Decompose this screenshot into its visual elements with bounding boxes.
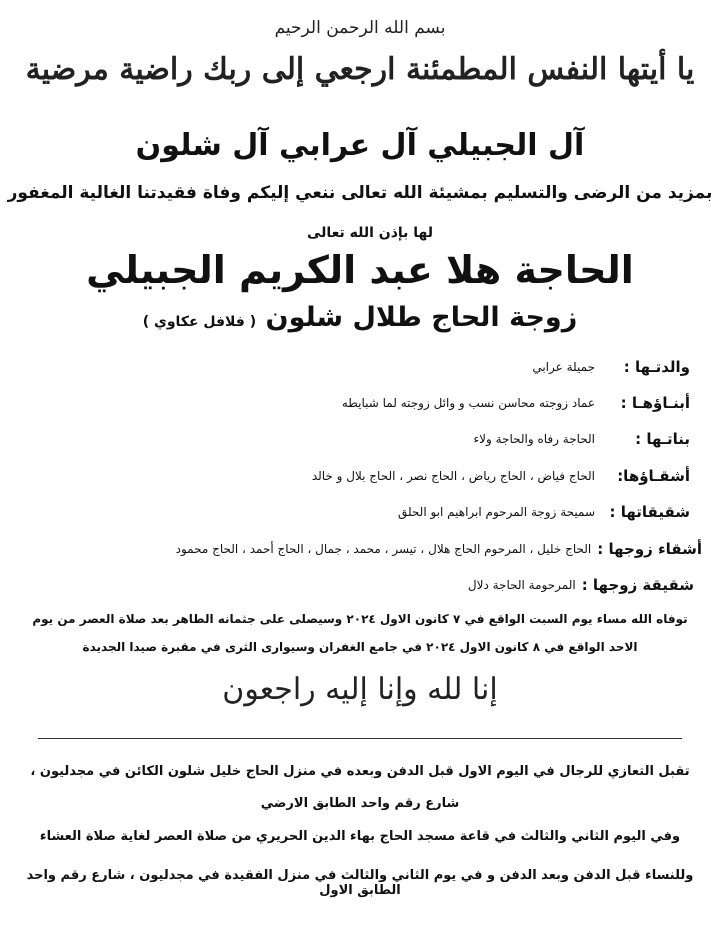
relative-label: شقيقاتها :	[609, 503, 690, 521]
quranic-verse-calligraphy: يا أيتها النفس المطمئنة ارجعي إلى ربك راضية مرضية	[25, 52, 695, 87]
relative-row-husband-sister	[20, 573, 694, 597]
spouse-line	[0, 302, 720, 333]
relative-row-mother	[20, 355, 690, 379]
relative-label: والدتـها :	[623, 358, 690, 376]
condolences-line2: شارع رقم واحد الطابق الارضي	[260, 796, 460, 811]
relative-row-sons	[20, 391, 690, 415]
relative-value: الحاج فياض ، الحاج رياض ، الحاج نصر ، الحاج بلال و خالد	[311, 469, 595, 483]
family-names-heading: آل الجبيلي آل عرابي آل شلون	[135, 128, 585, 163]
condolences-line1: تقبل التعازي للرجال في اليوم الاول قبل الدفن وبعده في منزل الحاج خليل شلون الكائن في مجدليون ،	[30, 764, 690, 779]
relative-label: أبنـاؤهـا :	[620, 394, 690, 412]
death-notice-line1: توفاه الله مساء يوم السبت الواقع في ٧ كانون الاول ٢٠٢٤ وسيصلى على جثمانه الطاهر بعد صلاة العصر من يوم	[32, 612, 688, 626]
divider	[38, 738, 682, 739]
relative-label: أشقـاؤها:	[617, 467, 690, 485]
relative-value: الحاج خليل ، المرحوم الحاج هلال ، تيسر ، محمد ، جمال ، الحاج أحمد ، الحاج محمود	[175, 542, 592, 556]
relative-label: بناتـها :	[635, 430, 690, 448]
basmala-calligraphy: بسم الله الرحمن الرحيم	[274, 18, 446, 38]
quranic-phrase-calligraphy: إنا لله وإنا إليه راجعون	[222, 672, 498, 707]
relative-row-daughters	[20, 427, 690, 451]
condolences-line3: وفي اليوم الثاني والثالث في قاعة مسجد الحاج بهاء الدين الحريري من صلاة العصر لغاية صلاة العشاء	[39, 829, 681, 844]
relative-value: المرحومة الحاجة دلال	[467, 578, 576, 592]
relative-row-brothers	[20, 464, 690, 488]
relative-value: الحاجة رفاه والحاجة ولاء	[473, 432, 595, 446]
death-notice-line2: الاحد الواقع في ٨ كانون الاول ٢٠٢٤ في جامع الغفران وسيوارى الثرى في مقبرة صيدا الجديدة	[82, 640, 638, 654]
relative-value: سميحة زوجة المرحوم ابراهيم ابو الحلق	[397, 505, 595, 519]
deceased-name: الحاجة هلا عبد الكريم الجبيلي	[86, 248, 634, 292]
relative-row-sisters	[20, 500, 690, 524]
relative-value: جميلة عرابي	[532, 360, 595, 374]
relative-label: أشقاء زوجها :	[597, 540, 702, 558]
condolences-line4: وللنساء قبل الدفن وبعد الدفن و في يوم الثاني والثالث في منزل الفقيدة في مجدليون ، شارع رقم واحد الطابق الاول	[26, 868, 694, 898]
relative-label: شقيقة زوجها :	[581, 576, 694, 594]
announcement-intro-continued: لها بإذن الله تعالى	[306, 225, 434, 241]
spouse-alias: ( فلافل عكاوي )	[142, 314, 257, 330]
relative-row-husband-brothers	[20, 537, 702, 561]
relative-value: عماد زوجته محاسن نسب و وائل زوجته لما شبايطه	[341, 396, 595, 410]
announcement-intro: بمزيد من الرضى والتسليم بمشيئة الله تعالى ننعي إليكم وفاة فقيدتنا الغالية المغفور	[7, 183, 713, 203]
spouse-name: زوجة الحاج طلال شلون	[265, 302, 578, 333]
